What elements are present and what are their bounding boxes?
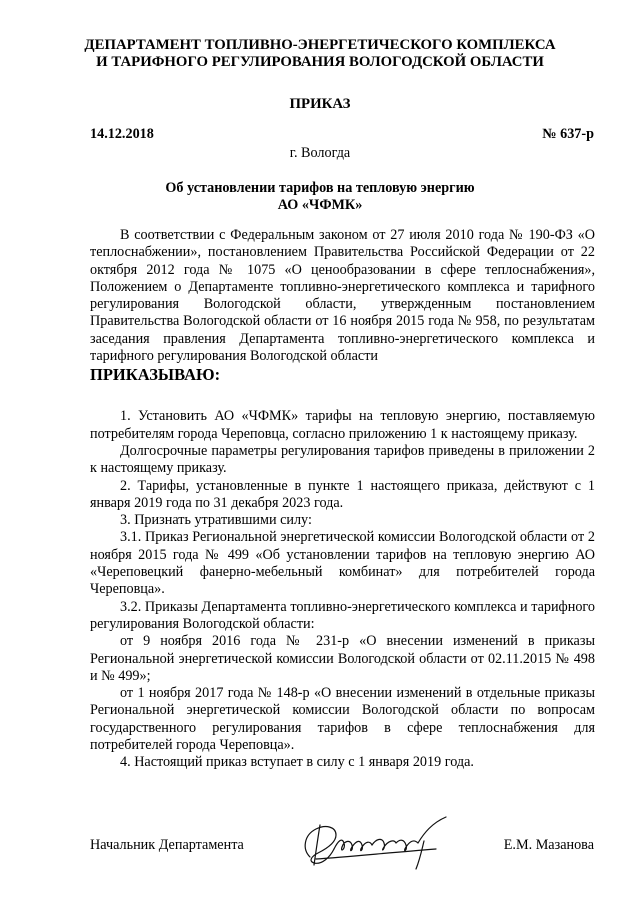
paragraph-3: 3. Признать утратившими силу: <box>120 512 312 529</box>
paragraph-3-2-a: от 9 ноября 2016 года № 231-р «О внесении изменений в приказы Региональной энергетической комиссии Вологодской области от 02.11.2015 № 498 и № 499»; <box>90 633 595 684</box>
decree-word: ПРИКАЗЫВАЮ: <box>90 365 221 385</box>
paragraph-1-parameters: Долгосрочные параметры регулирования тарифов приведены в приложении 2 к настоящему приказу. <box>90 442 595 477</box>
signatory-title: Начальник Департамента <box>90 837 244 853</box>
paragraph-4: 4. Настоящий приказ вступает в силу с 1 января 2019 года. <box>120 754 474 771</box>
paragraph-1: 1. Установить АО «ЧФМК» тарифы на тепловую энергию, поставляемую потребителям города Череповца, согласно приложению 1 к настоящему приказу. <box>90 408 595 442</box>
subject-line1: Об установлении тарифов на тепловую энергию <box>165 180 475 196</box>
preamble-paragraph: В соответствии с Федеральным законом от 27 июля 2010 года № 190-ФЗ «О теплоснабжении», постановлением Правительства Российской Федерации от 22 октября 2012 года № 1075 «О ценообразовании в сфере теплоснабжения», Положением о Департаменте топливно-энергетического комплекса и тарифного регулирования Вологодской области, утвержденным постановлением Правительства Вологодской области от 16 ноября 2015 года № 958, по результатам заседания правления Департамента топливно-энергетического комплекса и тарифного регулирования Вологодской области <box>90 227 595 365</box>
paragraph-3-1: 3.1. Приказ Региональной энергетической комиссии Вологодской области от 2 ноября 2015 года № 499 «Об установлении тарифов на тепловую энергию АО «Череповецкий фанерно-мебельный комбинат» для потребителей города Череповца». <box>90 529 595 598</box>
department-name-line2: И ТАРИФНОГО РЕГУЛИРОВАНИЯ ВОЛОГОДСКОЙ ОБЛАСТИ <box>96 54 544 70</box>
paragraph-3-2: 3.2. Приказы Департамента топливно-энергетического комплекса и тарифного регулирования Вологодской области: <box>90 598 595 632</box>
document-type: ПРИКАЗ <box>289 96 351 112</box>
paragraph-2: 2. Тарифы, установленные в пункте 1 настоящего приказа, действуют с 1 января 2019 года по 31 декабря 2023 года. <box>90 477 595 511</box>
order-number: № 637-р <box>542 126 594 142</box>
city: г. Вологда <box>289 145 351 161</box>
department-name-line1: ДЕПАРТАМЕНТ ТОПЛИВНО-ЭНЕРГЕТИЧЕСКОГО КОМПЛЕКСА <box>84 37 556 53</box>
paragraph-3-2-b: от 1 ноября 2017 года № 148-р «О внесении изменений в отдельные приказы Региональной энергетической комиссии Вологодской области по вопросам государственного регулирования тарифов в сфере теплоснабжения для потребителей города Череповца». <box>90 685 595 754</box>
handwritten-signature <box>296 813 466 873</box>
signatory-name: Е.М. Мазанова <box>503 837 594 853</box>
document-body <box>90 227 595 772</box>
subject-line2: АО «ЧФМК» <box>277 197 363 213</box>
order-date: 14.12.2018 <box>90 126 154 142</box>
